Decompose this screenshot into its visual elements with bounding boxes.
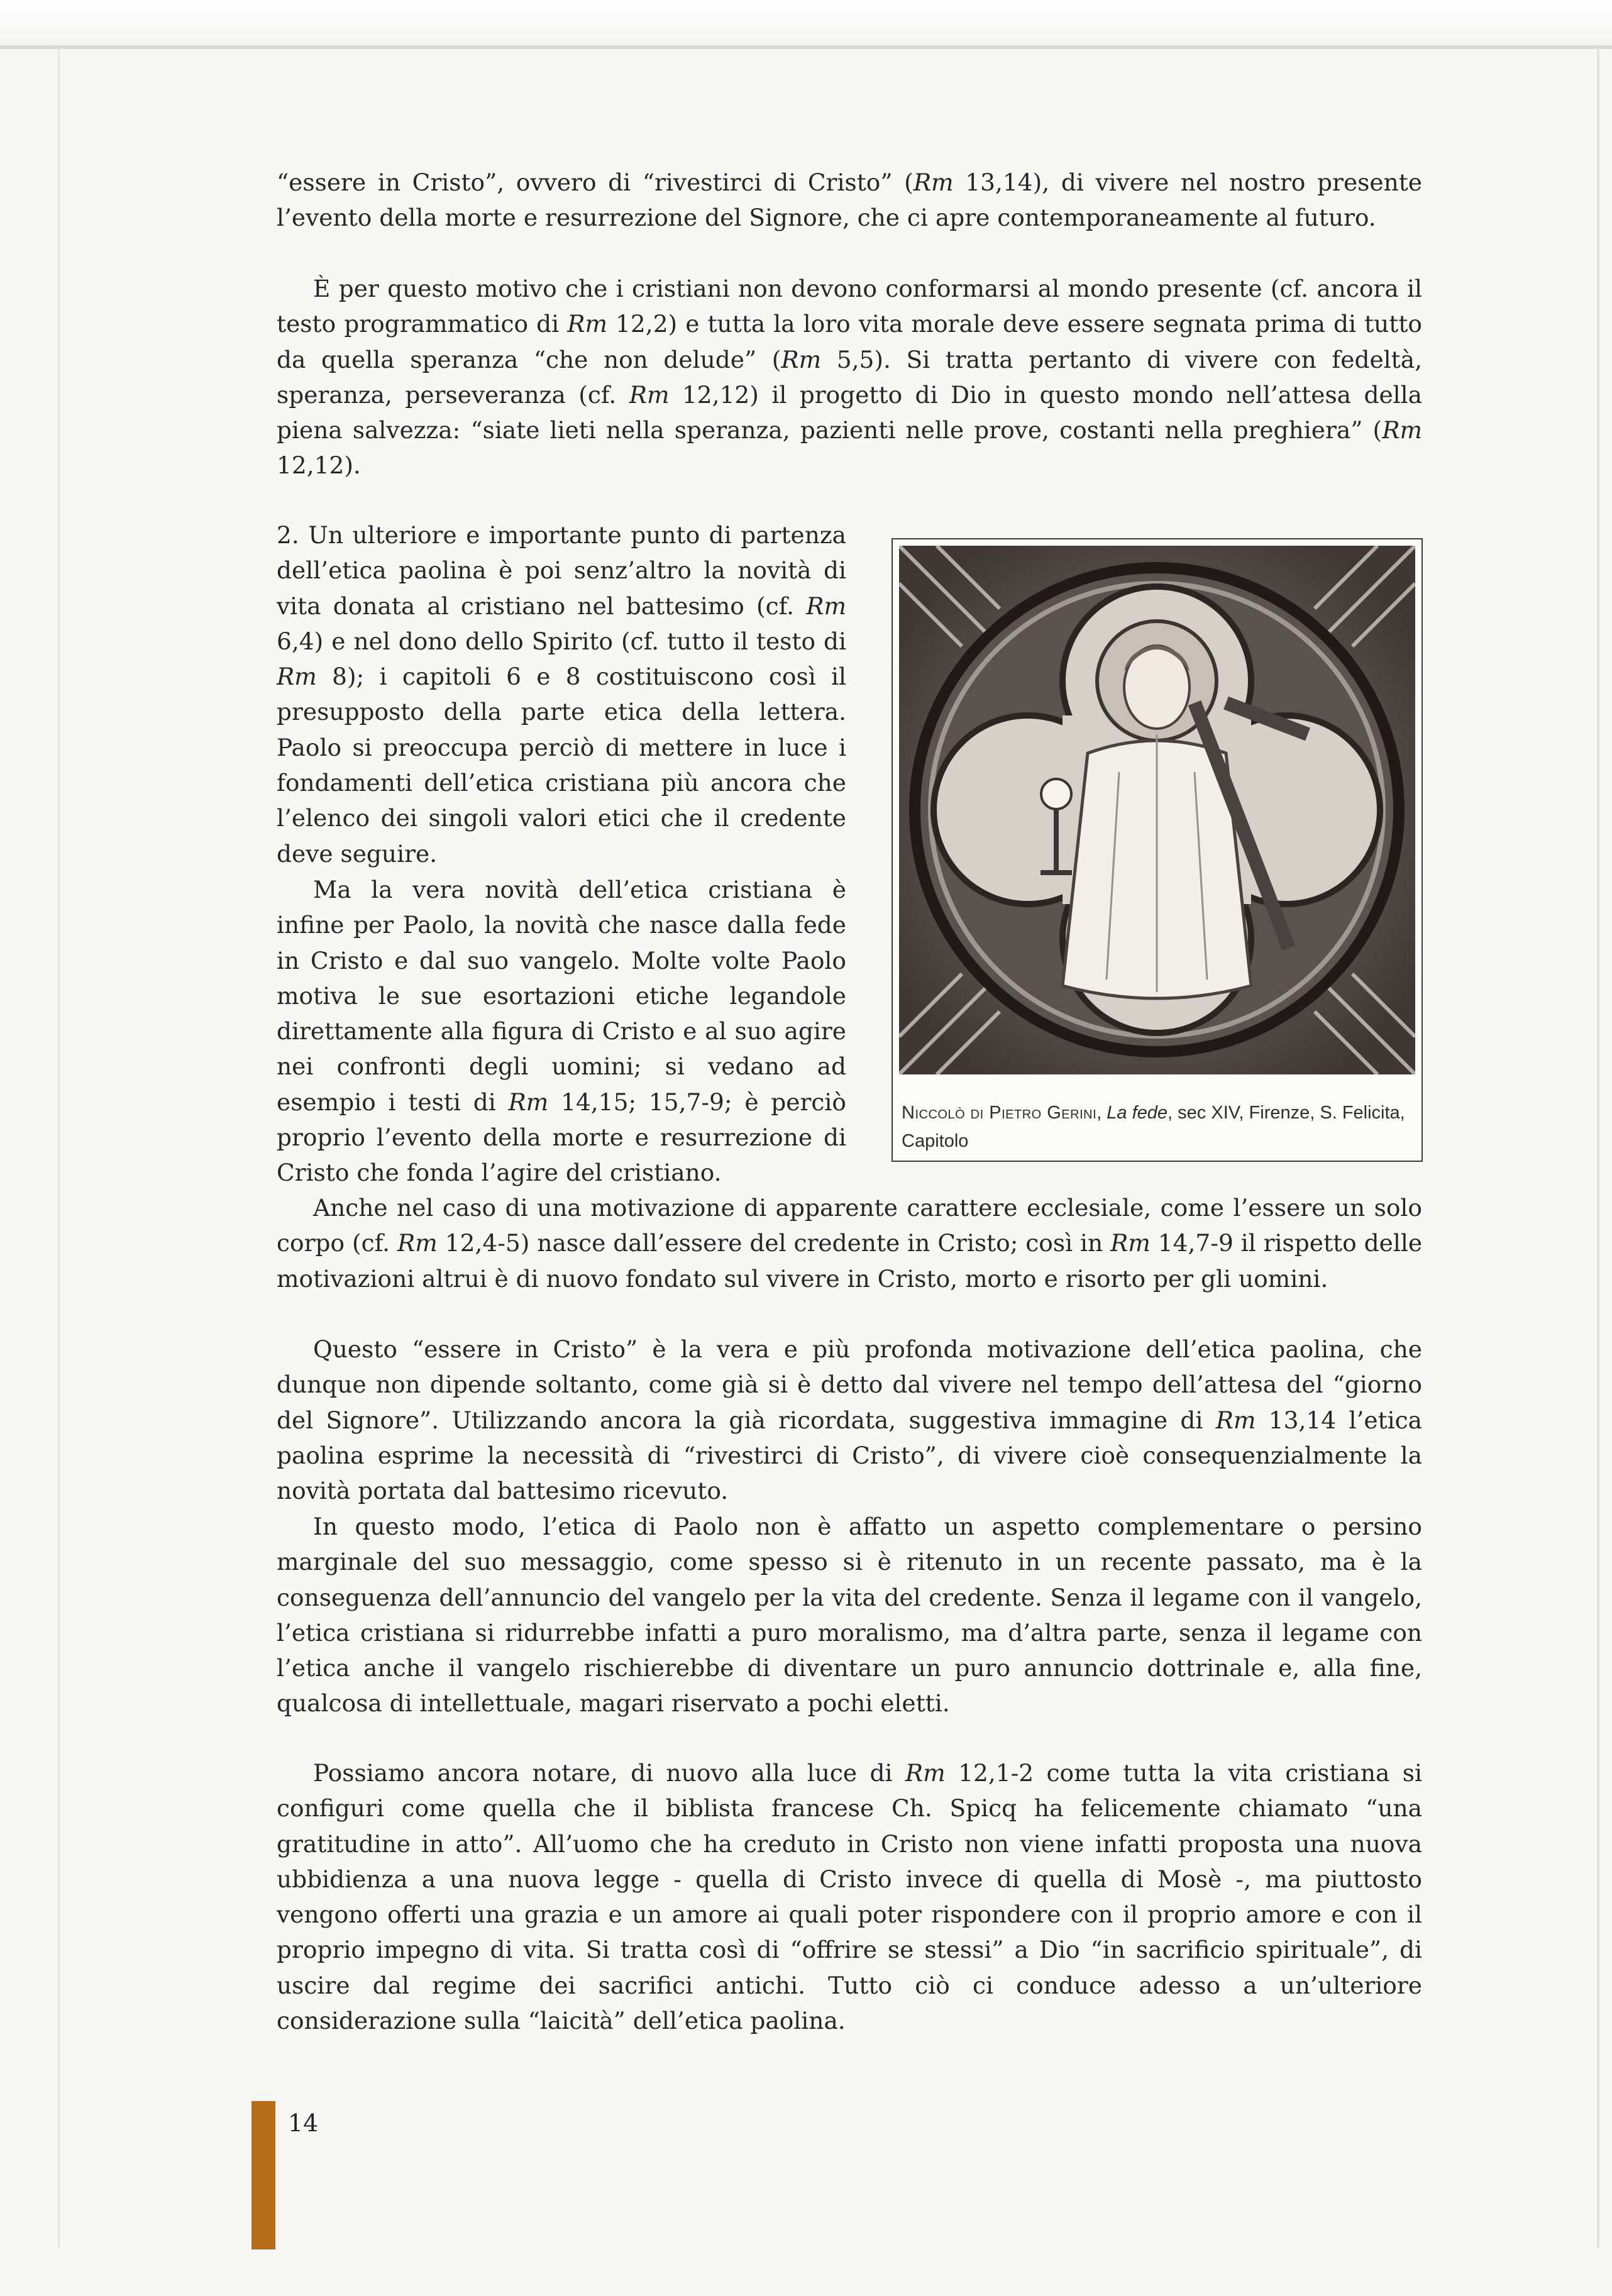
fresco-illustration [899, 546, 1415, 1074]
figure-caption: Niccolò di Pietro Gerini, La fede, sec XIV, Firenze, S. Felicita, Capitolo [902, 1103, 1405, 1151]
page-number: 14 [288, 2109, 319, 2137]
paragraph-4: Ma la vera novità dell’etica cristiana è infine per Paolo, la novità che nasce dalla fede in Cristo e dal suo vangelo. Molte volte Paolo motiva le sue esortazioni etiche legandole direttamente alla figura di Cristo e al suo agire nei confronti degli uomini; si vedano ad esempio i testi di Rm 14,15; 15,7-9; è perciò proprio l’evento della morte e resurrezione di Cristo che fonda l’agire del cristiano. [277, 876, 846, 1187]
page-accent-bar [251, 2101, 275, 2249]
caption-title: La fede [1107, 1103, 1168, 1123]
paragraph-2: È per questo motivo che i cristiani non devono conformarsi al mondo presente (cf. ancora il testo programmatico di Rm 12,2) e tutta la loro vita morale deve essere segnata prima di tutto da quella speranza “che non delude” (Rm 5,5). Si tratta pertanto di vivere con fedeltà, speranza, perseveranza (cf. Rm 12,12) il progetto di Dio in questo mondo nell’attesa della piena salvezza: “siate lieti nella speranza, pazienti nelle prove, costanti nella preghiera” (Rm 12,12). [277, 275, 1423, 480]
paragraph-8: Possiamo ancora notare, di nuovo alla luce di Rm 12,1-2 come tutta la vita cristiana si configuri come quella che il biblista francese Ch. Spicq ha felicemente chiamato “una gratitudine in atto”. All’uomo che ha creduto in Cristo non viene infatti proposta una nuova ubbidienza a una nuova legge - quella di Cristo invece di quella di Mosè -, ma piuttosto vengono offerti una grazia e un amore ai quali poter rispondere con il proprio amore e con il proprio impegno di vita. Si tratta così di “offrire se stessi” a Dio “in sacrificio spirituale”, di uscire dal regime dei sacrifici antichi. Tutto ciò ci conduce adesso a un’ulteriore considerazione sulla “laicità” dell’etica paolina. [277, 1759, 1422, 2035]
caption-author: Niccolò di Pietro Gerini [902, 1103, 1097, 1123]
page-right-edge [1597, 47, 1599, 2248]
page-left-edge [58, 47, 60, 2248]
paragraph-5: Anche nel caso di una motivazione di apparente carattere ecclesiale, come l’essere un solo corpo (cf. Rm 12,4-5) nasce dall’essere del credente in Cristo; così in Rm 14,7-9 il rispetto delle motivazioni altrui è di nuovo fondato sul vivere in Cristo, morto e risorto per gli uomini. [277, 1194, 1423, 1293]
paragraph-1: “essere in Cristo”, ovvero di “rivestirci di Cristo” (Rm 13,14), di vivere nel nostro presente l’evento della morte e resurrezione del Signore, che ci apre contemporaneamente al futuro. [277, 168, 1422, 232]
figure [892, 538, 1423, 1162]
paragraph-3: 2. Un ulteriore e importante punto di partenza dell’etica paolina è poi senz’altro la novità di vita donata al cristiano nel battesimo (cf. Rm 6,4) e nel dono dello Spirito (cf. tutto il testo di Rm 8); i capitoli 6 e 8 costituiscono così il presupposto della parte etica della lettera. Paolo si preoccupa perciò di mettere in luce i fondamenti dell’etica cristiana più ancora che l’elenco dei singoli valori etici che il credente deve seguire. [277, 521, 846, 868]
paragraph-6: Questo “essere in Cristo” è la vera e più profonda motivazione dell’etica paolina, che dunque non dipende soltanto, come già si è detto dal vivere nel tempo dell’attesa del “giorno del Signore”. Utilizzando ancora la già ricordata, suggestiva immagine di Rm 13,14 l’etica paolina esprime la necessità di “rivestirci di Cristo”, di vivere cioè consequenzialmente la novità portata dal battesimo ricevuto. [277, 1335, 1422, 1505]
scan-top-margin [0, 0, 1612, 47]
paragraph-7: In questo modo, l’etica di Paolo non è affatto un aspetto complementare o persino marginale del suo messaggio, come spesso si è ritenuto in un recente passato, ma è la conseguenza dell’annuncio del vangelo per la vita del credente. Senza il legame con il vangelo, l’etica cristiana si ridurrebbe infatti a puro moralismo, ma d’altra parte, senza il legame con l’etica anche il vangelo rischierebbe di diventare un puro annuncio dottrinale e, alla fine, qualcosa di intellettuale, magari riservato a pochi eletti. [277, 1513, 1422, 1718]
page-top-edge [0, 45, 1612, 49]
fresco-image [899, 546, 1415, 1074]
